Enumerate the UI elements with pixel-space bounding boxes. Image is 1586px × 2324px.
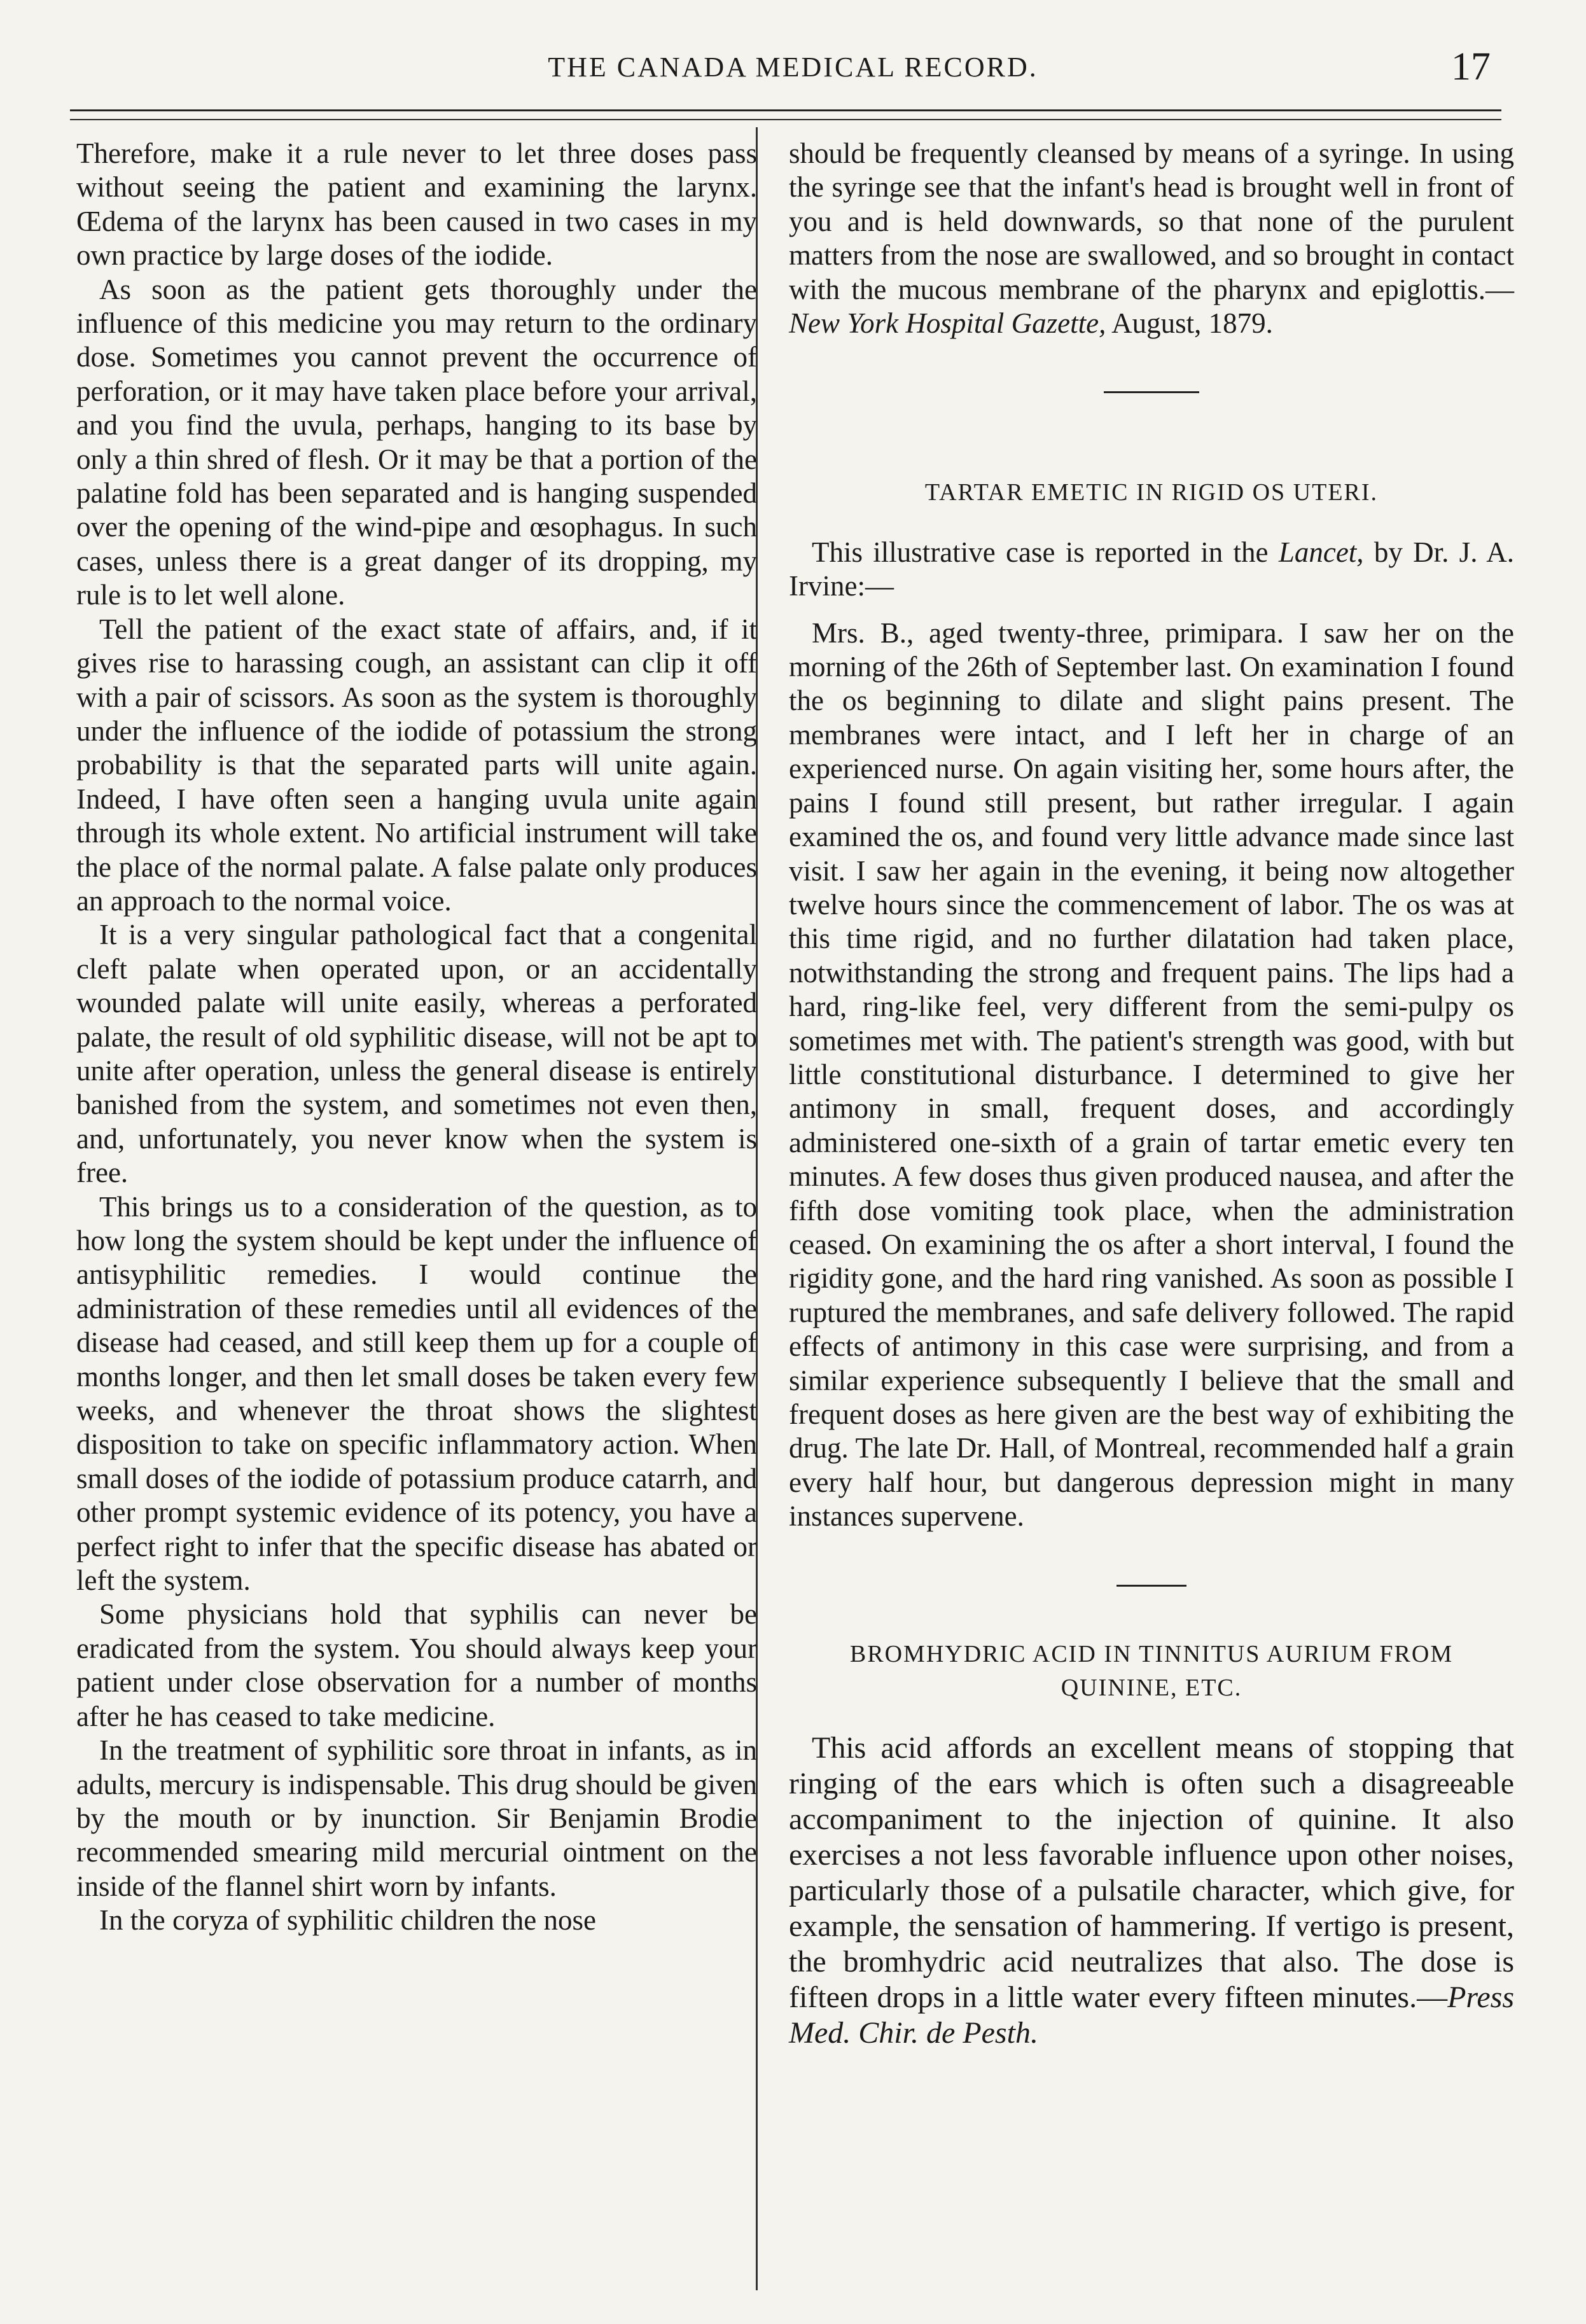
article-title: BROMHYDRIC ACID IN TINNITUS AURIUM FROM QUININE, ETC. bbox=[849, 1640, 1454, 1702]
continuation-date: August, 1879. bbox=[1106, 307, 1273, 340]
article-body-text: This acid affords an excellent means of stopping that ringing of the ears which is often such a disagreeable accompaniment to the injection of quinine. It also exercises a not less favorable influence upon other noises, particularly those of a pulsatile character, which give, for example, the sensation of hammering. If vertigo is present, the bromhydric acid neutralizes that also. The dose is fifteen drops in a little water every fifteen minutes.— bbox=[789, 1731, 1514, 2015]
paragraph: In the treatment of syphilitic sore throat in infants, as in adults, mercury is indispensable. This drug should be given by the mouth or by inunction. Sir Benjamin Brodie recommended smearing mild mercurial ointment on the inside of the flannel shirt worn by infants. bbox=[76, 1734, 757, 1902]
continuation-text: should be frequently cleansed by means of a syringe. In using the syringe see that the infant's head is brought well in front of you and is held downwards, so that none of the purulent matters from the nose are swallowed, and so brought in contact with the mucous membrane of the pharynx and epiglottis.— bbox=[789, 137, 1514, 305]
page-number: 17 bbox=[1451, 45, 1491, 88]
paragraph: This brings us to a consideration of the question, as to how long the system should be kept under the influence of antisyphilitic remedies. I would continue the administration of these remedies until all evidences of the disease had ceased, and still keep them up for a couple of months longer, and then let small doses be taken every few weeks, and whenever the throat shows the slightest disposition to take on specific inflammatory action. When small doses of the iodide of potassium produce catarrh, and other prompt systemic evidence of its potency, you have a perfect right to infer that the specific disease has abated or left the system. bbox=[76, 1190, 757, 1597]
journal-title: THE CANADA MEDICAL RECORD. bbox=[548, 52, 1038, 83]
paragraph: Some physicians hold that syphilis can never be eradicated from the system. You should always keep your patient under close observation for a number of months after he has ceased to take medicine. bbox=[76, 1598, 757, 1732]
article-body bbox=[789, 1730, 1514, 2051]
intro-end: by Dr. J. A. Irvine:— bbox=[789, 536, 1514, 602]
paragraph: As soon as the patient gets thoroughly under the influence of this medicine you may return to the ordinary dose. Sometimes you cannot prevent the occurrence of perforation, or it may have taken place before your arrival, and you find the uvula, perhaps, hanging to its base by only a thin shred of flesh. Or it may be that a portion of the palatine fold has been separated and is hanging suspended over the opening of the wind-pipe and œsophagus. In such cases, unless there is a great danger of its dropping, my rule is to let well alone. bbox=[76, 273, 757, 611]
intro-text: This illustrative case is reported in the bbox=[812, 536, 1279, 568]
header-rule bbox=[70, 109, 1501, 120]
left-column bbox=[76, 137, 757, 1938]
paragraph: Therefore, make it a rule never to let three doses pass without seeing the patient and examining the larynx. Œdema of the larynx has been caused in two cases in my own practice by large doses of the iodide. bbox=[76, 137, 757, 272]
continuation-paragraph bbox=[789, 137, 1514, 340]
article-body: Mrs. B., aged twenty-three, primipara. I saw her on the morning of the 26th of September last. On examination I found the os beginning to dilate and slight pains present. The membranes were intact, and I left her in charge of an experienced nurse. On again visiting her, some hours after, the pains I found still present, but rather irregular. I again examined the os, and found very little advance made since last visit. I saw her again in the evening, it being now altogether twelve hours since the commencement of labor. The os was at this time rigid, and no further dilatation had taken place, notwithstanding the strong and frequent pains. The lips had a hard, ring-like feel, very different from the semi-pulpy os sometimes met with. The patient's strength was good, with but little constitutional disturbance. I determined to give her antimony in small, frequent doses, and accordingly administered one-sixth of a grain of tartar emetic every ten minutes. A few doses thus given produced nausea, and after the fifth dose vomiting took place, when the administration ceased. On examining the os after a short interval, I found the rigidity gone, and the hard ring vanished. As soon as possible I ruptured the membranes, and safe delivery followed. The rapid effects of antimony in this case were surprising, and from a similar experience subsequently I believe that the small and frequent doses as here given are the best way of exhibiting the drug. The late Dr. Hall, of Montreal, recommended half a grain every half hour, but dangerous depression might in many instances supervene. bbox=[789, 616, 1514, 1533]
paragraph: It is a very singular pathological fact that a congenital cleft palate when operated upon, or an accidentally wounded palate will unite easily, whereas a perforated palate, the result of old syphilitic disease, will not be apt to unite after operation, unless the general disease is entirely banished from the system, and sometimes not even then, and, unfortunately, you never know when the system is free. bbox=[76, 919, 757, 1189]
article-intro bbox=[789, 536, 1514, 604]
right-column bbox=[789, 137, 1514, 2051]
intro-source: Lancet, bbox=[1278, 536, 1364, 568]
paragraph: In the coryza of syphilitic children the nose bbox=[99, 1904, 596, 1937]
article-source: Press Med. Chir. de Pesth. bbox=[789, 1980, 1514, 2050]
running-head bbox=[76, 45, 1510, 89]
article-title: TARTAR EMETIC IN RIGID OS UTERI. bbox=[924, 479, 1379, 506]
paragraph: Tell the patient of the exact state of affairs, and, if it gives rise to harassing cough, an assistant can clip it off with a pair of scissors. As soon as the system is thoroughly under the influence of the iodide of potassium the strong probability is that the separated parts will unite again. Indeed, I have often seen a hanging uvula unite again through its whole extent. No artificial instrument will take the place of the normal palate. A false palate only produces an approach to the normal voice. bbox=[76, 613, 757, 917]
continuation-source: New York Hospital Gazette, bbox=[789, 307, 1106, 340]
